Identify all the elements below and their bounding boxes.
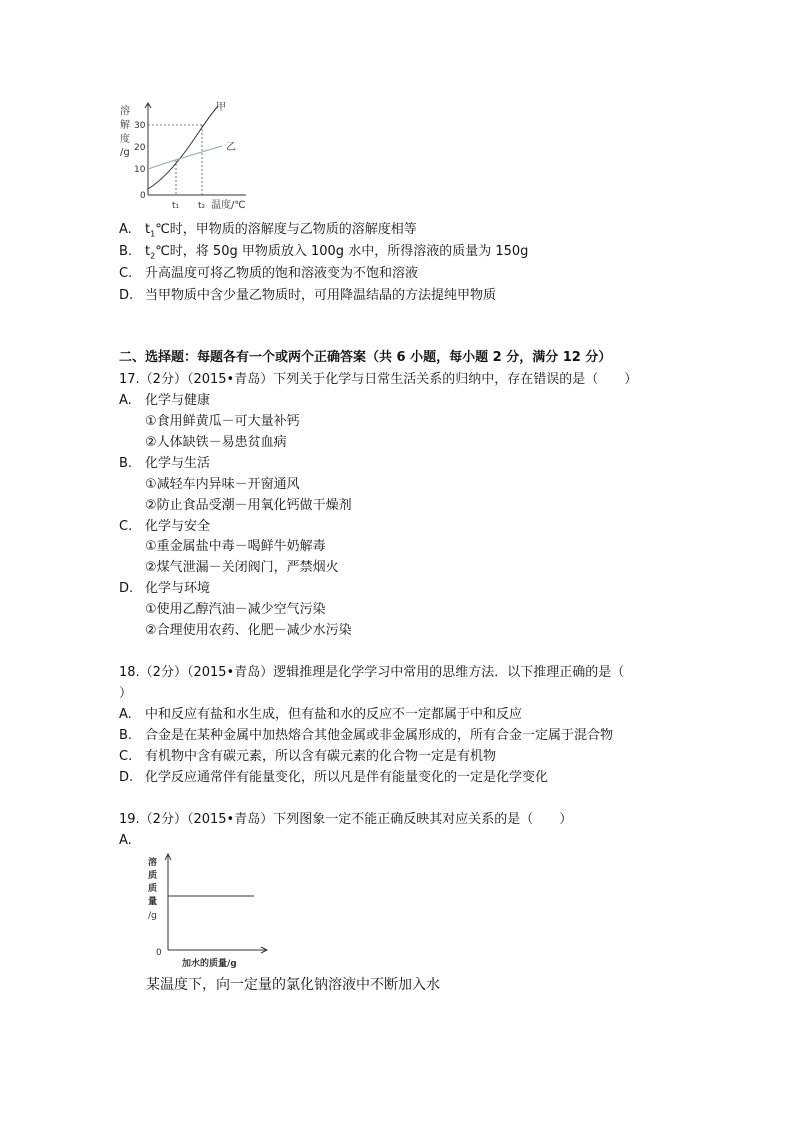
q19-option-a-caption: 某温度下，向一定量的氯化钠溶液中不断加入水 xyxy=(146,977,440,993)
q17-b-item-1: ①减轻车内异味－开窗通风 xyxy=(145,477,300,492)
graph1-ylabel-3: /g xyxy=(120,147,130,158)
q19-xlabel: 加水的质量/g xyxy=(182,959,237,969)
q19-graph-a xyxy=(142,852,274,970)
q17-c-item-1: ①重金属盐中毒－喝鲜牛奶解毒 xyxy=(145,539,326,554)
q19-option-a-label: A. xyxy=(119,833,132,848)
q19-ylabel-2: 质 xyxy=(148,884,158,894)
graph1-ytick-0: 0 xyxy=(140,191,146,201)
q17-option-d: D. 化学与环境 xyxy=(119,581,211,596)
q17-d-item-2: ②合理使用农药、化肥－减少水污染 xyxy=(145,623,352,638)
q17-b-item-2: ②防止食品受潮－用氧化钙做干燥剂 xyxy=(145,498,352,513)
q19-origin: 0 xyxy=(156,948,162,958)
graph1-label-jia: 甲 xyxy=(216,102,226,113)
q18-option-c: C. 有机物中含有碳元素，所以含有碳元素的化合物一定是有机物 xyxy=(119,749,497,764)
q17-option-c: C. 化学与安全 xyxy=(119,519,211,534)
q18-stem-line2: ） xyxy=(119,686,133,701)
q17-stem: 17.（2分）（2015•青岛）下列关于化学与日常生活关系的归纳中，存在错误的是（ ） xyxy=(119,372,638,387)
q18-option-a: A. 中和反应有盐和水生成，但有盐和水的反应不一定都属于中和反应 xyxy=(119,707,523,722)
graph1-label-yi: 乙 xyxy=(226,142,236,153)
q16-option-d: D. 当甲物质中含少量乙物质时，可用降温结晶的方法提纯甲物质 xyxy=(119,288,497,303)
q16-option-c: C. 升高温度可将乙物质的饱和溶液变为不饱和溶液 xyxy=(119,266,419,281)
q18-stem-line1: 18.（2分）（2015•青岛）逻辑推理是化学学习中常用的思维方法．以下推理正确的是（ xyxy=(119,665,625,680)
graph1-ylabel-2: 度 xyxy=(120,134,130,145)
graph1-ytick-10: 10 xyxy=(134,165,146,175)
solubility-graph xyxy=(118,100,248,212)
q17-a-item-2: ②人体缺铁－易患贫血病 xyxy=(145,435,287,450)
q17-a-item-1: ①食用鲜黄瓜－可大量补钙 xyxy=(145,414,300,429)
q17-d-item-1: ①使用乙醇汽油－减少空气污染 xyxy=(145,602,326,617)
section-title: 二、选择题：每题各有一个或两个正确答案（共 6 小题，每小题 2 分，满分 12 分） xyxy=(119,350,612,365)
q19-stem: 19.（2分）（2015•青岛）下列图象一定不能正确反映其对应关系的是（ ） xyxy=(119,812,573,827)
graph1-ylabel-0: 溶 xyxy=(120,106,130,117)
graph1-ytick-20: 20 xyxy=(134,143,146,153)
graph1-curve-yi xyxy=(148,146,222,169)
graph1-ytick-30: 30 xyxy=(134,121,146,131)
q19-ylabel-3: 量 xyxy=(148,897,158,907)
q19-ylabel-1: 质 xyxy=(148,871,158,881)
q19-ylabel-0: 溶 xyxy=(148,858,158,868)
graph1-xtick-t2: t₂ xyxy=(198,201,206,211)
q17-c-item-2: ②煤气泄漏－关闭阀门，严禁烟火 xyxy=(145,560,339,575)
q18-option-b: B. 合金是在某种金属中加热熔合其他金属或非金属形成的，所有合金一定属于混合物 xyxy=(119,728,614,743)
q17-option-b: B. 化学与生活 xyxy=(119,456,211,471)
q17-option-a: A. 化学与健康 xyxy=(119,393,211,408)
graph1-curve-jia xyxy=(148,106,218,189)
graph1-xlabel: 温度/℃ xyxy=(211,200,246,211)
q16-option-b: B. $t_2℃$时，将 50g 甲物质放入 100g 水中，所得溶液的质量为 150g xyxy=(119,244,529,261)
graph1-ylabel-1: 解 xyxy=(120,120,130,131)
graph1-xtick-t1: t₁ xyxy=(172,201,180,211)
q18-option-d: D. 化学反应通常伴有能量变化，所以凡是伴有能量变化的一定是化学变化 xyxy=(119,770,549,785)
q16-option-a: A. $t_1℃$时，甲物质的溶解度与乙物质的溶解度相等 xyxy=(119,222,417,239)
q19-ylabel-4: /g xyxy=(148,911,157,921)
